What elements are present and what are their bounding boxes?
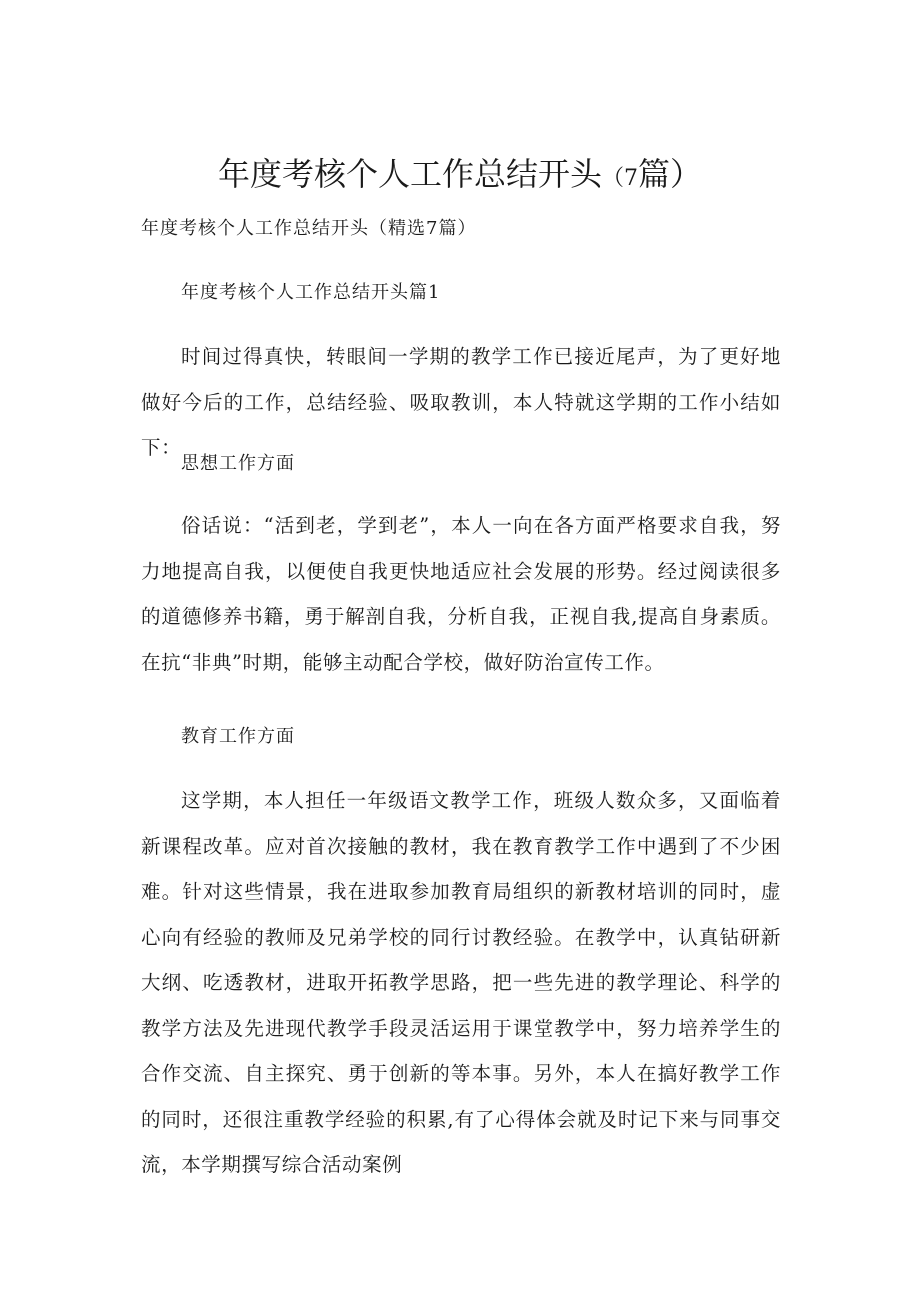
- heading-ideology: 思想工作方面: [181, 453, 295, 474]
- paragraph-ideology: 俗话说：“活到老，学到老”，本人一向在各方面严格要求自我，努力地提高自我，以便使自我更快地适应社会发展的形势。经过阅读很多的道德修养书籍，勇于解剖自我，分析自我，正视自我,提高自身素质。在抗“非典”时期，能够主动配合学校，做好防治宣传工作。: [141, 514, 781, 674]
- heading-education: 教育工作方面: [181, 726, 295, 747]
- paragraph-intro: 时间过得真快，转眼间一学期的教学工作已接近尾声，为了更好地做好今后的工作，总结经验、吸取教训，本人特就这学期的工作小结如下：: [141, 345, 781, 459]
- document-title-main: 年度考核个人工作总结开头: [217, 155, 602, 193]
- document-subtitle: 年度考核个人工作总结开头（精选7篇）: [141, 218, 477, 239]
- document-title-paren: （: [601, 166, 624, 191]
- section-heading: 年度考核个人工作总结开头篇1: [181, 282, 441, 303]
- document-title-suffix: 篇）: [638, 155, 703, 193]
- document-title-count: 7: [624, 166, 638, 191]
- document-title: [0, 150, 920, 203]
- paragraph-education: 这学期，本人担任一年级语文教学工作，班级人数众多，又面临着新课程改革。应对首次接触的教材，我在教育教学工作中遇到了不少困难。针对这些情景，我在进取参加教育局组织的新教材培训的同时，虚心向有经验的教师及兄弟学校的同行讨教经验。在教学中，认真钻研新大纲、吃透教材，进取开拓教学思路，把一些先进的教学理论、科学的教学方法及先进现代教学手段灵活运用于课堂教学中，努力培养学生的合作交流、自主探究、勇于创新的等本事。另外，本人在搞好教学工作的同时，还很注重教学经验的积累,有了心得体会就及时记下来与同事交流，本学期撰写综合活动案例: [141, 789, 781, 1176]
